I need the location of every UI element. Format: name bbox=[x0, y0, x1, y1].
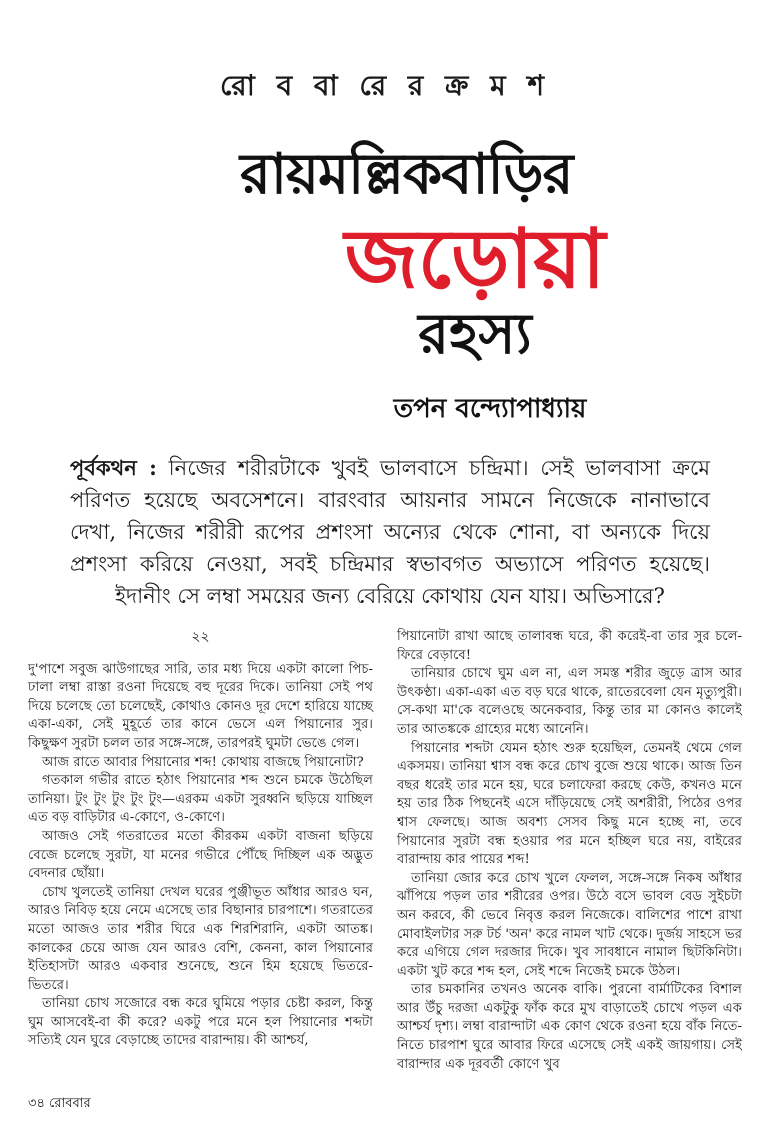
paragraph: তানিয়ার চোখে ঘুম এল না, এল সমস্ত শরীর জুড়ে ত্রাস আর উৎকণ্ঠা। একা-একা এত বড় ঘরে থাকে, রাতেরবেলা যেন মৃত্যুপুরী। সে-কথা মা'কে বলেওছে অনেকবার, কিন্তু তার মা কোনও কালেই তার আতঙ্ককে গ্রাহ্যের মধ্যে আনেনি। bbox=[397, 666, 742, 737]
page-folio: ৩৪ রোববার bbox=[28, 1096, 91, 1111]
right-column bbox=[397, 628, 742, 1074]
paragraph: তানিয়া জোর করে চোখ খুলে ফেলল, সঙ্গে-সঙ্গে নিকষ আঁধার ঝাঁপিয়ে পড়ল তার শরীরের ওপর। উঠে বসে ভাবল বেড সুইচটা অন করবে, কী ভেবে নিবৃত্ত করল নিজেকে। বালিশের পাশে রাখা মোবাইলটার সরু টর্চ 'অন' করে নামল খাট থেকে। দুর্জয় সাহসে ভর করে এগিয়ে গেল দরজার দিকে। খুব সাবধানে নামাল ছিটকিনিটা। একটা খুট করে শব্দ হল, সেই শব্দে নিজেই চমকে উঠল। bbox=[397, 870, 742, 979]
chapter-number: ২২ bbox=[191, 629, 210, 645]
paragraph: পিয়ানোটা রাখা আছে তালাবন্ধ ঘরে, কী করেই-বা তার সুর চলে-ফিরে বেড়াবে! bbox=[397, 629, 742, 663]
paragraph: দু'পাশে সবুজ ঝাউগাছের সারি, তার মধ্য দিয়ে একটা কালো পিচ-ঢালা লম্বা রাস্তা রওনা দিয়েছে বহু দূরের দিকে। তানিয়া সেই পথ দিয়ে চলেছে তো চলেছেই, কোথাও কোনও দূর দেশে হারিয়ে যাচ্ছে একা-একা, সেই মুহূর্তে তার কানে ভেসে এল পিয়ানোর সুর। কিছুক্ষণ সুরটা চলল তার সঙ্গে-সঙ্গে, তারপরই ঘুমটা ভেঙে গেল। bbox=[28, 661, 373, 751]
paragraph: পিয়ানোর শব্দটা যেমন হঠাৎ শুরু হয়েছিল, তেমনই থেমে গেল একসময়। তানিয়া শ্বাস বন্ধ করে চোখ বুজে শুয়ে থাকে। আজ তিন বছর ধরেই তার মনে হয়, ঘরে চলাফেরা করছে কেউ, কখনও মনে হয় তার ঠিক পিছনেই এসে দাঁড়িয়েছে সেই অশরীরী, পিঠের ওপর শ্বাস ফেলছে। আজ অবশ্য সেসব কিছু মনে হচ্ছে না, তবে পিয়ানোর সুরটা বন্ধ হওয়ার পর মনে হচ্ছিল ঘরে নয়, বাইরের বারান্দায় কার পায়ের শব্দ! bbox=[397, 740, 742, 868]
paragraph: তার চমকানির তখনও অনেক বাকি। পুরনো বার্মাটিকের বিশাল আর উঁচু দরজা একটুকু ফাঁক করে মুখ বাড়াতেই চোখে পড়ল এক আশ্চর্য দৃশ্য। লম্বা বারান্দাটা এক কোণ থেকে রওনা হয়ে বাঁক নিতে-নিতে চারপাশ ঘুরে আবার ফিরে এসেছে সেই একই জায়গায়। সেই বারান্দার এক দূরবর্তী কোণে খুব bbox=[397, 982, 742, 1072]
author-byline: তপন বন্দ্যোপাধ্যায় bbox=[393, 394, 587, 424]
summary-lead: পূর্বকথন : bbox=[70, 455, 157, 480]
title-line-2: জড়োয়া bbox=[344, 212, 606, 307]
paragraph: আজ রাতে আবার পিয়ানোর শব্দ! কোথায় বাজছে পিয়ানোটা? bbox=[42, 754, 364, 770]
title-line-1: রায়মল্লিকবাড়ির bbox=[240, 142, 573, 207]
title-line-3: রহস্য bbox=[418, 302, 532, 367]
paragraph: গতকাল গভীর রাতে হঠাৎ পিয়ানোর শব্দ শুনে চমকে উঠেছিল তানিয়া। টুং টুং টুং টুং টুং—এরকম একটা সুরধ্বনি ছড়িয়ে যাচ্ছিল এত বড় বাড়িটার এ-কোণে, ও-কোণে। bbox=[28, 773, 373, 826]
previous-summary bbox=[70, 452, 710, 612]
paragraph: তানিয়া চোখ সজোরে বন্ধ করে ঘুমিয়ে পড়ার চেষ্টা করল, কিন্তু ঘুম আসবেই-বা কী করে? একটু পরে মনে হল পিয়ানোর শব্দটা সত্যিই যেন ঘুরে বেড়াচ্ছে তাদের বারান্দায়। কী আশ্চর্য, bbox=[28, 996, 373, 1049]
series-kicker: রো ব বা রে র ক্র ম শ bbox=[219, 69, 551, 102]
paragraph: চোখ খুলতেই তানিয়া দেখল ঘরের পুঞ্জীভূত আঁধার আরও ঘন, আরও নিবিড় হয়ে নেমে এসেছে তার বিছানার চারপাশে। গতরাতের মতো আজও তার শরীর ঘিরে এক শিরশিরানি, একটা আতঙ্ক। কালকের চেয়ে আজ যেন আরও বেশি, কেননা, কাল পিয়ানোর ইতিহাসটা আরও একবার শুনেছে, শুনে হিম হয়েছে ভিতরে-ভিতরে। bbox=[28, 884, 373, 993]
summary-text: নিজের শরীরটাকে খুবই ভালবাসে চন্দ্রিমা। সেই ভালবাসা ক্রমে পরিণত হয়েছে অবসেশনে। বারংবার আয়নার সামনে নিজেকে নানাভাবে দেখা, নিজের শরীরী রূপের প্রশংসা অন্যের থেকে শোনা, বা অন্যকে দিয়ে প্রশংসা করিয়ে নেওয়া, সবই চন্দ্রিমার স্বভাবগত অভ্যাসে পরিণত হয়েছে। ইদানীং সে লম্বা সময়ের জন্য বেরিয়ে কোথায় যেন যায়। অভিসারে? bbox=[70, 456, 710, 608]
paragraph: আজও সেই গতরাতের মতো কীরকম একটা বাজনা ছড়িয়ে বেজে চলেছে সুরটা, যা মনের গভীরে পৌঁছে দিচ্ছিল এক অদ্ভুত বেদনার ছোঁয়া। bbox=[28, 828, 373, 882]
left-column bbox=[28, 628, 373, 1051]
